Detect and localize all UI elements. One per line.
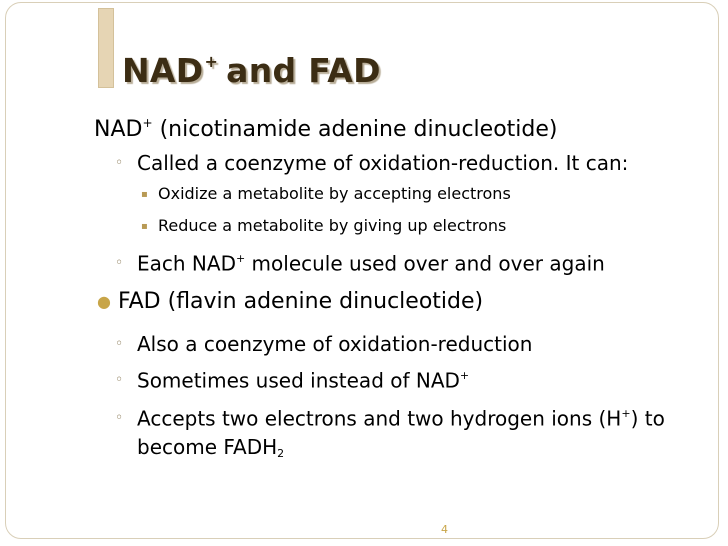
bullet-icon: ◦ bbox=[115, 255, 124, 271]
body-item-coenzyme: Called a coenzyme of oxidation-reduction. It can: bbox=[137, 151, 629, 175]
body-item-each-nad: Each NAD+ molecule used over and over again bbox=[137, 251, 605, 276]
bullet-icon: ● bbox=[97, 292, 111, 311]
body-item-nad: NAD+ (nicotinamide adenine dinucleotide) bbox=[94, 116, 558, 143]
page-number: 4 bbox=[441, 523, 448, 536]
bullet-icon: ▪ bbox=[141, 189, 148, 200]
body-item-fad: FAD (flavin adenine dinucleotide) bbox=[118, 289, 484, 314]
bullet-icon: ◦ bbox=[115, 410, 124, 426]
bullet-icon: ▪ bbox=[141, 221, 148, 232]
bullet-icon: ◦ bbox=[115, 336, 124, 352]
body-item-sometimes: Sometimes used instead of NAD+ bbox=[137, 368, 470, 393]
body-item-also-coenzyme: Also a coenzyme of oxidation-reduction bbox=[137, 332, 533, 356]
bullet-icon: ◦ bbox=[115, 372, 124, 388]
title-accent-bar bbox=[98, 8, 114, 88]
title-area bbox=[98, 8, 718, 124]
body-item-accepts: Accepts two electrons and two hydrogen ions (H+) to bbox=[137, 406, 665, 431]
body-item-reduce: Reduce a metabolite by giving up electrons bbox=[158, 216, 507, 235]
body-item-oxidize: Oxidize a metabolite by accepting electrons bbox=[158, 184, 511, 203]
slide-title: NAD+ and FAD bbox=[122, 51, 381, 90]
bullet-icon: ◦ bbox=[115, 155, 124, 171]
body-item-fadh2: become $FADH_2$ bbox=[137, 435, 285, 460]
